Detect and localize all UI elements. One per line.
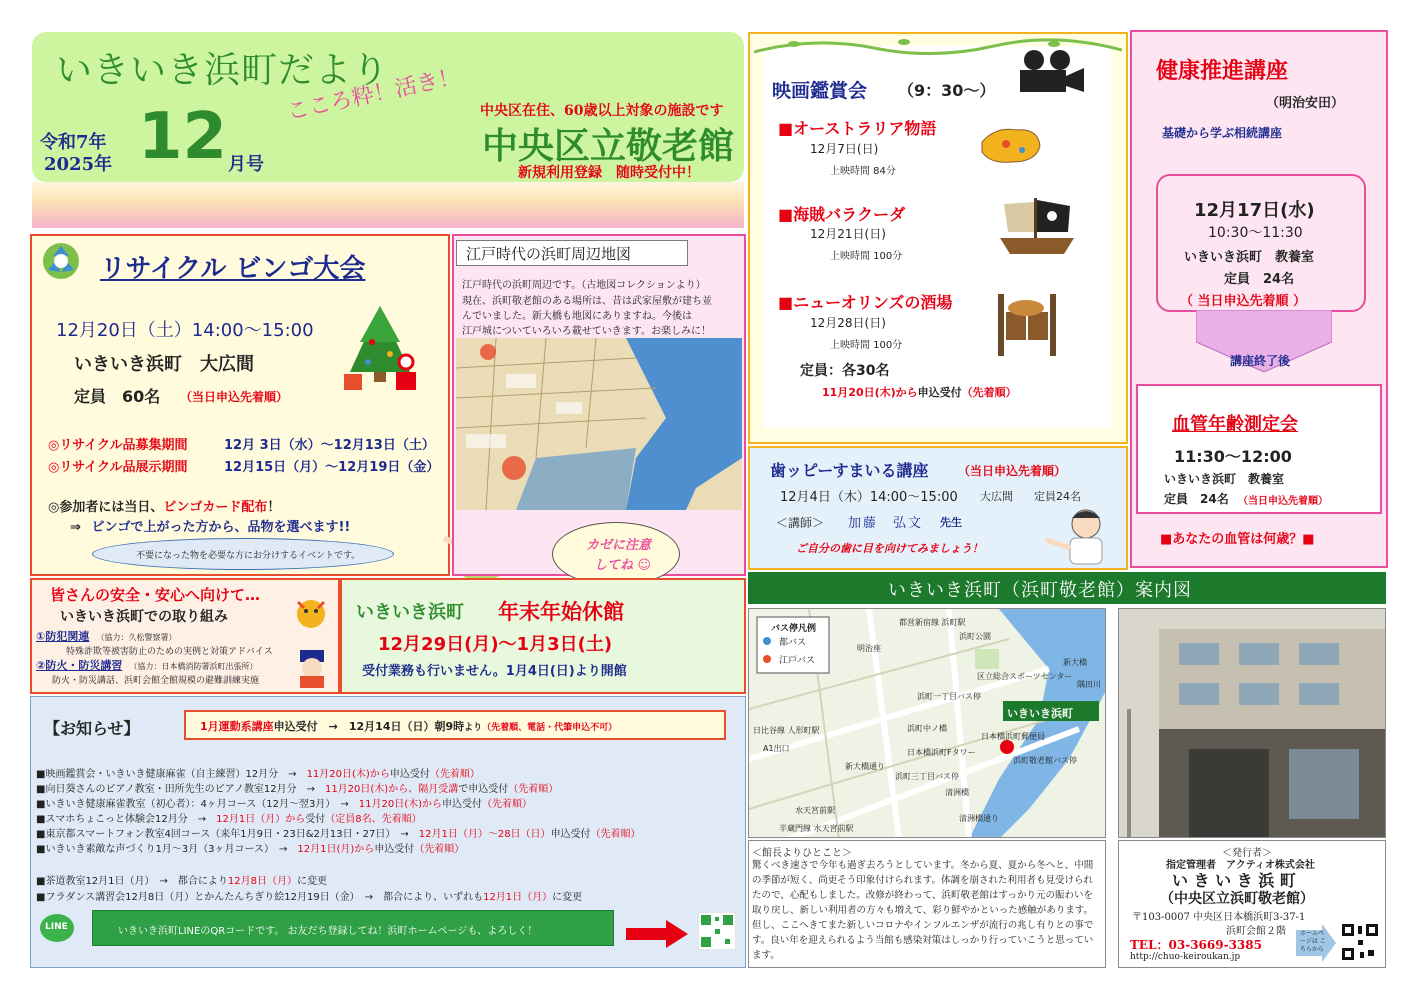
blood-question: ■あなたの血管は何歳？■ — [1160, 532, 1315, 547]
australia-map-image — [976, 122, 1046, 168]
publisher-name: い き い き 浜 町 — [1172, 871, 1296, 890]
map-label: 浜町中ノ橋 — [907, 724, 947, 733]
notice-item-text: ■向日葵さんのピアノ教室・田所先生のピアノ教室12月分 → — [36, 784, 325, 795]
safety-item-2 — [36, 657, 258, 673]
map-legend-title: バス停凡例 — [771, 624, 817, 634]
teeth-datetime: 12月4日（木）14:00～15:00 — [780, 490, 958, 505]
notice-item — [36, 780, 558, 795]
edo-title: 江戸時代の浜町周辺地図 — [466, 245, 632, 263]
map-label: 半蔵門線 水天宮前駅 — [779, 824, 854, 833]
event-bubble-text: 不要になった物を必要な方にお分けするイベントです。 — [136, 551, 361, 561]
notice-item-date: 12月1日（月）～28日（日） — [418, 829, 551, 840]
film-projector-icon — [1014, 48, 1086, 96]
tea-change-notice — [36, 872, 327, 887]
blood-note: （当日申込先着順） — [1238, 496, 1328, 507]
holiday-period: 12月29日(月)～1月3日(土) — [378, 634, 613, 655]
tea-change-date: 12月8日（月） — [227, 876, 298, 887]
notice-item-note: （先着順） — [414, 844, 465, 855]
participant-note-c: ！ — [267, 500, 281, 515]
film-1-runtime: 上映時間 84分 — [830, 166, 896, 177]
slogan: こころ粋！活き！ — [285, 64, 463, 126]
cold-warning-text-1: カゼに注意 — [586, 538, 652, 553]
sports-registration-text — [200, 718, 617, 734]
era-year: 令和7年 — [40, 132, 107, 153]
map-label: A1出口 — [763, 744, 790, 753]
map-label: 清洲橋通り — [959, 814, 999, 823]
hula-change-notice — [36, 888, 582, 903]
map-label: 浜町一丁目バス停 — [917, 692, 981, 701]
map-label: 日本橋浜町Fタワー — [907, 748, 976, 757]
map-label: 水天宮前駅 — [795, 806, 835, 815]
health-time: 10:30～11:30 — [1208, 225, 1303, 241]
notice-item — [36, 795, 532, 810]
telephone: TEL：03-3669-3385 — [1130, 938, 1262, 952]
notice-item-text: ■いきいき素敵な声づくり1月～3月（3ヶ月コース） → — [36, 844, 298, 855]
safety-item-1-label: ①防犯関連 — [36, 630, 90, 643]
notice-item-note: （先着順） — [590, 829, 641, 840]
participant-note — [48, 496, 280, 515]
month-suffix: 月号 — [228, 154, 264, 175]
arrow-right-icon — [626, 920, 690, 948]
christmas-tree-icon — [340, 302, 420, 394]
publisher-name-sub: （中央区立浜町敬老館） — [1160, 891, 1314, 907]
police-mascot-icon — [290, 596, 332, 632]
notice-item-note: （先着順） — [508, 784, 559, 795]
notice-item-date: 12月1日(月)から — [297, 844, 375, 855]
safety-item-2-label: ②防火・防災講習 — [36, 659, 123, 672]
holiday-note: 受付業務も行いません。1月4日(日)より開館 — [362, 664, 627, 679]
map-label: 日本橋浜町郵便局 — [981, 732, 1045, 741]
safety-item-1-coop: （協力：久松警察署） — [96, 633, 177, 642]
teeth-capacity: 定員24名 — [1034, 490, 1081, 503]
movie-reception-note: （先着順） — [961, 386, 1017, 399]
collect-period: 12月 3日（水）～12月13日（土） — [224, 438, 435, 453]
map-label: 新大橋 — [1063, 658, 1087, 667]
safety-item-1 — [36, 628, 177, 644]
map-label: 浜町公園 — [959, 632, 991, 641]
notice-item-text: ■東京都スマートフォン教室4回コース（来年1月9日・23日&2月13日・27日） → — [36, 829, 419, 840]
notice-item-note: （先着順） — [482, 799, 533, 810]
film-3-runtime: 上映時間 100分 — [830, 340, 903, 351]
safety-subtitle: いきいき浜町での取り組み — [60, 609, 228, 625]
film-2-name: ■海賊バラクーダ — [778, 205, 906, 224]
exhibit-label: ◎リサイクル品展示期間 — [48, 460, 188, 475]
notice-item-note: （定員8名、先着順） — [325, 814, 422, 825]
bingo-title: リサイクル ビンゴ大会 — [100, 254, 366, 284]
collect-label: ◎リサイクル品募集期間 — [48, 438, 188, 453]
map-legend-edobus: 江戸バス — [779, 656, 816, 666]
blood-time: 11:30～12:00 — [1174, 447, 1292, 466]
arrow-glyph: ⇒ — [70, 520, 81, 535]
notice-item-action: 受付 — [305, 814, 326, 825]
movie-reception-date: 11月20日(木)から — [822, 386, 918, 399]
edo-text-4: 江戸城についていろいろ載せていきます。お楽しみに！ — [462, 326, 711, 337]
bingo-choose-text: ビンゴで上がった方から、品物を選べます!! — [91, 520, 351, 535]
map-label: 日比谷線 人形町駅 — [753, 726, 820, 735]
health-note: （ 当日申込先着順 ） — [1180, 294, 1307, 309]
homepage-arrow-label: ホームページは こちらから — [1300, 930, 1326, 953]
map-legend-tobus: 都バス — [779, 638, 807, 648]
notice-item-text: ■スマホちょこっと体験会12月分 → — [36, 814, 217, 825]
film-1-name: ■オーストラリア物語 — [778, 119, 937, 138]
registration-note: 新規利用登録 随時受付中！ — [518, 165, 700, 181]
hula-change-text: ■フラダンス講習会12月8日（月）とかんたんちぎり絵12月19日（金） → 都合により、いずれも — [36, 892, 484, 903]
bingo-place: いきいき浜町 大広間 — [74, 354, 254, 375]
participant-note-a: ◎参加者には当日、 — [48, 500, 164, 515]
sports-registration-a: 1月運動系講座 — [200, 720, 274, 733]
film-2-runtime: 上映時間 100分 — [830, 251, 903, 262]
health-place: いきいき浜町 教養室 — [1184, 250, 1315, 265]
map-label: 明治座 — [857, 644, 881, 653]
notice-item-action: 申込受付 — [550, 829, 591, 840]
exhibit-period: 12月15日（月）～12月19日（金） — [224, 460, 440, 475]
homepage-qr-code[interactable] — [1340, 922, 1380, 962]
film-3-date: 12月28日(日) — [810, 316, 886, 330]
holiday-title-facility: いきいき浜町 — [356, 602, 464, 623]
movie-title: 映画鑑賞会 — [772, 80, 868, 102]
safety-item-2-desc: 防火・防災講話、浜町会館全館規模の避難訓練実施 — [52, 676, 260, 686]
building-photo-drawing — [1119, 609, 1386, 838]
edo-text-3: んでいました。新大橋も地図にありますね。今後は — [462, 311, 692, 322]
health-capacity: 定員 24名 — [1224, 272, 1295, 287]
bingo-datetime: 12月20日（土）14:00～15:00 — [56, 320, 314, 341]
map-facility-marker: いきいき浜町 — [1007, 707, 1073, 720]
sports-registration-b: 申込受付 → 12月14日（日）朝9時 — [273, 720, 465, 733]
western-year: 2025年 — [44, 154, 113, 175]
teeth-lecturer-name: 加藤 弘文 — [848, 516, 924, 531]
website-url[interactable]: http://chuo-keiroukan.jp — [1130, 952, 1241, 962]
notice-item — [36, 810, 422, 825]
map-label: 浜町敬老館バス停 — [1013, 756, 1077, 765]
map-label: 新大橋通り — [845, 762, 885, 771]
header-gradient-strip — [32, 182, 744, 228]
edo-text-2: 現在、浜町敬老館のある場所は、昔は武家屋敷が建ち並 — [462, 296, 712, 307]
address-line-1: 〒103-0007 中央区日本橋浜町3-37-1 — [1132, 912, 1306, 923]
edo-old-map-image — [456, 338, 742, 510]
notice-item-action: 申込受付 — [374, 844, 415, 855]
movie-time: （9：30～） — [898, 81, 996, 100]
hula-change-date: 12月1日（月） — [483, 892, 553, 903]
teeth-place: 大広間 — [980, 490, 1013, 503]
teeth-note: （当日申込先着順） — [958, 464, 1067, 478]
health-course: 基礎から学ぶ相続講座 — [1162, 126, 1283, 140]
notice-item-date: 11月20日(木)から — [358, 799, 443, 810]
notice-title: 【お知らせ】 — [44, 719, 140, 738]
bingo-capacity-note: （当日申込先着順） — [180, 390, 289, 404]
director-message-heading: ＜館長よりひとこと＞ — [752, 848, 852, 859]
line-qr-code[interactable] — [698, 912, 736, 950]
manager-name: 指定管理者 アクティオ株式会社 — [1166, 860, 1315, 871]
notice-item-action: 申込受付 — [389, 769, 430, 780]
holiday-title: 年末年始休館 — [498, 600, 624, 624]
building-photo — [1118, 608, 1386, 838]
blood-place: いきいき浜町 教養室 — [1164, 472, 1285, 486]
facility-subtitle: 中央区在住、60歳以上対象の施設です — [480, 103, 724, 119]
edo-text-1: 江戸時代の浜町周辺です。（古地図コレクションより） — [462, 280, 706, 291]
notice-item-action: 申込受付 — [442, 799, 483, 810]
notice-item — [36, 765, 480, 780]
pirate-ship-image — [994, 192, 1080, 258]
map-label: 隅田川 — [1077, 680, 1101, 689]
movie-reception-action: 申込受付 — [917, 386, 962, 399]
film-3-name: ■ニューオリンズの酒場 — [778, 293, 953, 312]
safety-item-1-desc: 特殊詐欺等被害防止のための実例と対策アドバイス — [66, 647, 273, 657]
facility-name: 中央区立敬老館 — [482, 125, 735, 167]
safety-title: 皆さんの安全・安心へ向けて… — [50, 586, 261, 604]
sports-registration-d: （先着順、電話・代筆申込不可） — [482, 723, 618, 733]
health-title: 健康推進講座 — [1156, 59, 1289, 84]
health-sponsor: （明治安田） — [1266, 96, 1345, 111]
tea-change-text: ■茶道教室12月1日（月） → 都合により — [36, 876, 228, 887]
teeth-lecturer-label: ＜講師＞ — [776, 516, 825, 530]
dentist-character — [1034, 504, 1118, 566]
blood-capacity: 定員 24名 — [1164, 492, 1229, 506]
blood-title: 血管年齢測定会 — [1172, 414, 1298, 435]
access-map — [748, 608, 1106, 838]
safety-item-2-coop: （協力：日本橋消防署浜町出張所） — [129, 662, 258, 671]
bingo-choose-note — [70, 516, 350, 535]
notice-item-text: ■映画鑑賞会・いきいき健康麻雀（自主練習）12月分 → — [36, 769, 307, 780]
saloon-door-image — [996, 288, 1058, 358]
map-label: 都営新宿線 浜町駅 — [899, 618, 966, 627]
teeth-lecturer-suffix: 先生 — [940, 516, 962, 529]
notice-item-date: 11月20日(木)から — [306, 769, 390, 780]
health-arrow-label: 講座終了後 — [1230, 354, 1291, 368]
sports-registration-c: より — [464, 723, 483, 733]
film-1-date: 12月7日(日) — [810, 142, 879, 156]
line-app-icon-label: LINE — [45, 922, 68, 932]
issuer-label: ＜発行者＞ — [1222, 848, 1272, 859]
notice-item-note: （先着順） — [429, 769, 480, 780]
bingo-capacity: 定員 60名 — [74, 387, 161, 406]
movie-capacity: 定員：各30名 — [800, 363, 890, 379]
map-label: 清洲橋 — [945, 788, 969, 797]
map-label: 浜町三丁目バス停 — [895, 772, 959, 781]
notice-item-date: 12月1日（月）から — [216, 814, 306, 825]
notice-item-date: 11月20日(木)から、隔月受講 — [324, 784, 459, 795]
recycle-icon — [36, 238, 86, 284]
cold-warning-text-2: してね ☺ — [594, 558, 652, 573]
movie-reception — [822, 384, 1017, 400]
participant-note-b: ビンゴカード配布 — [163, 500, 268, 515]
director-message-text: 驚くべき速さで今年も過ぎ去ろうとしています。冬から夏、夏から冬へと、中間の季節が短く、尚更そう印象付けられます。体調を崩された利用者も見受けられたので、心配もしました。改修が終わって、浜町敬老館はすっかり元の賑わいを取り戻し、新しい利用者の方々も増えて、彩り鮮やかといった感触があります。但し、ここへきてまた新しいコロナやインフルエンザが流行の兆し有りとの事です。良い年を迎えられるよう当館も感染対策はしっかり行っていこうと思っています。 — [752, 860, 1094, 961]
month-number: 12 — [138, 100, 228, 174]
notice-item — [36, 825, 641, 840]
film-2-date: 12月21日(日) — [810, 227, 886, 241]
newsletter-title: いきいき浜町だより — [56, 50, 390, 91]
line-banner-text: いきいき浜町LINEのQRコードです。 お友だち登録してね！浜町ホームページも、よろしく！ — [118, 926, 538, 937]
notice-item-action: で申込受付 — [458, 784, 509, 795]
teeth-message: ご自分の歯に目を向けてみましょう！ — [796, 542, 983, 555]
address-line-2: 浜町会館２階 — [1226, 926, 1286, 937]
health-date: 12月17日(水) — [1194, 200, 1315, 221]
teeth-title: 歯ッピーすまいる講座 — [770, 461, 929, 480]
tea-change-suffix: に変更 — [297, 876, 328, 887]
hula-change-suffix: に変更 — [552, 892, 583, 903]
fire-mascot-icon — [294, 646, 330, 688]
notice-item-text: ■いきいき健康麻雀教室（初心者）：4ヶ月コース（12月～翌3月） → — [36, 799, 359, 810]
map-label: 区立総合スポーツセンター — [977, 672, 1073, 681]
notice-item — [36, 840, 464, 855]
access-map-title: いきいき浜町（浜町敬老館）案内図 — [888, 580, 1192, 601]
